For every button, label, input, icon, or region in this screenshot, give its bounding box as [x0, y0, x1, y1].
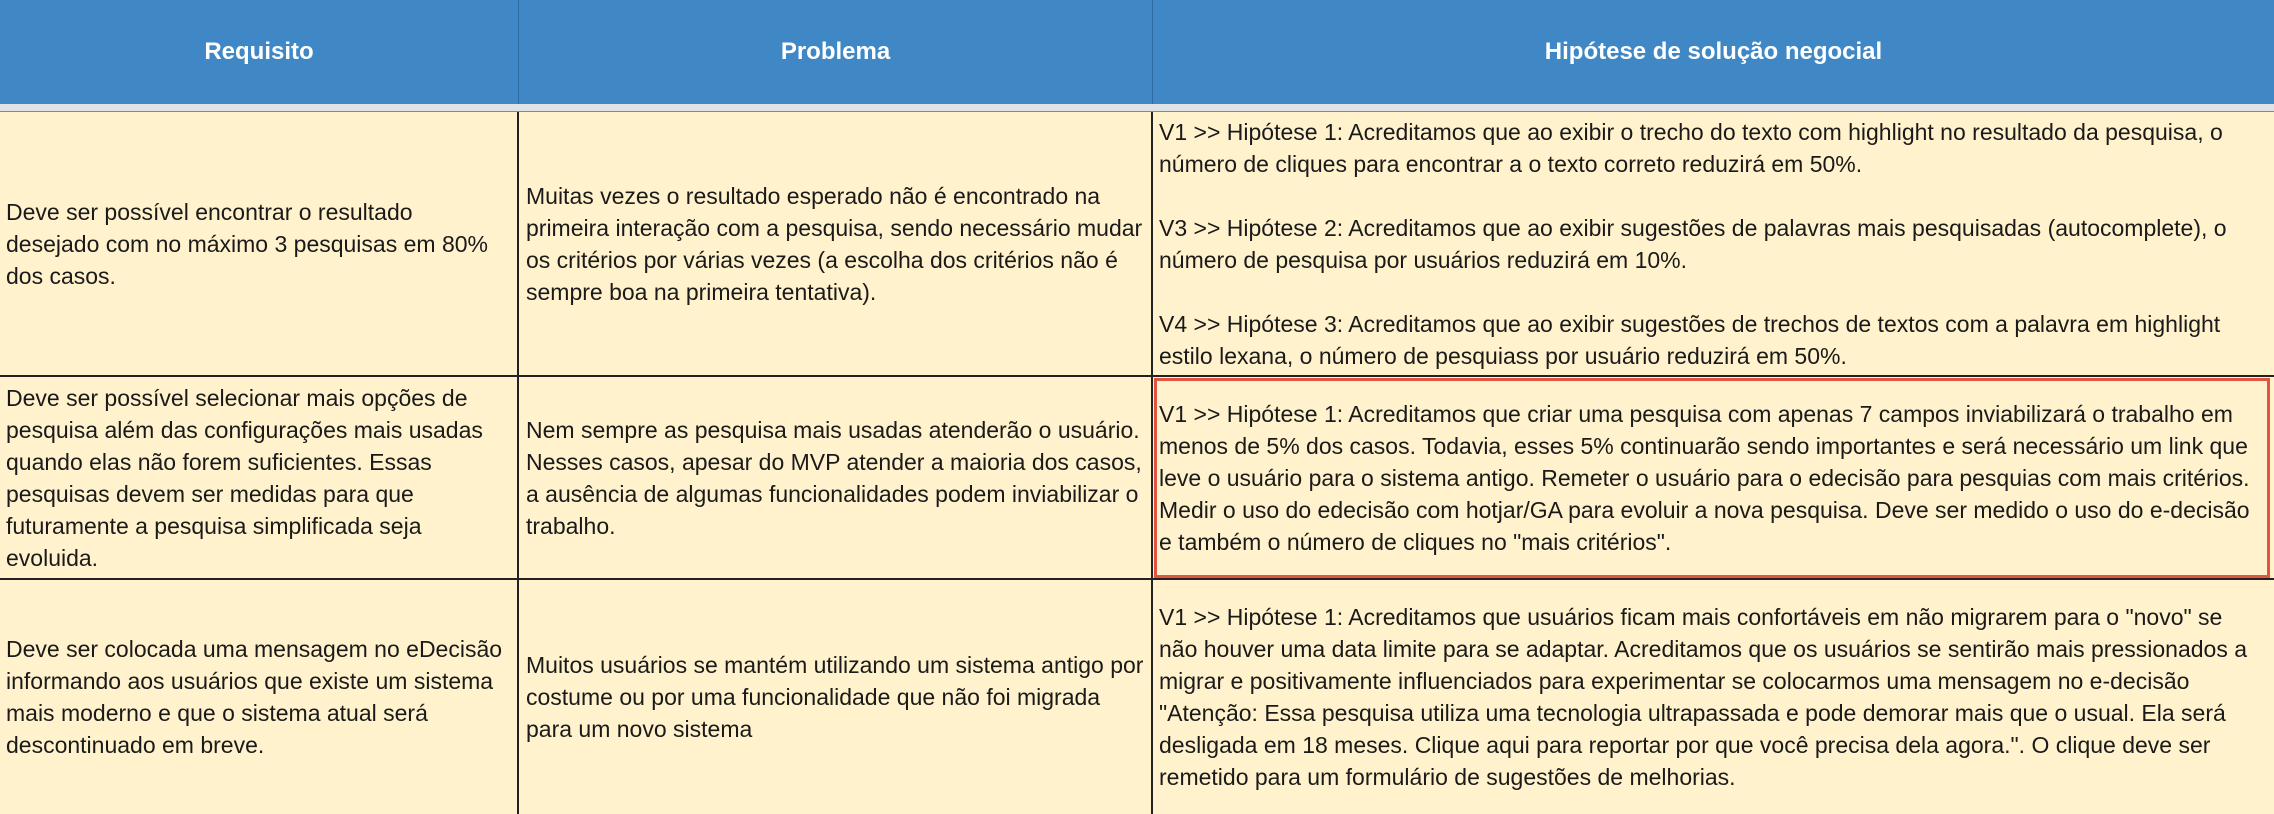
- hypothesis-text: V3 >> Hipótese 2: Acreditamos que ao exibir sugestões de palavras mais pesquisadas (autocomplete), o número de pesquisa por usuários reduzirá em 10%.: [1159, 214, 2227, 273]
- hypothesis-text: V1 >> Hipótese 1: Acreditamos que criar uma pesquisa com apenas 7 campos inviabilizará o trabalho em menos de 5% dos casos. Todavia, esses 5% continuarão sendo importantes e será necessário um link que leve o usuário para o sistema antigo. Remeter o usuário para o edecisão para pesquias com mais critérios. Medir o uso do edecisão com hotjar/GA para evoluir a nova pesquisa. Deve ser medido o uso do e-decisão e também o número de cliques no "mais critérios".: [1159, 400, 2250, 555]
- cell-problema[interactable]: [519, 111, 1153, 376]
- cell-text: Muitas vezes o resultado esperado não é encontrado na primeira interação com a pesquisa, sendo necessário mudar os critérios por várias vezes (a escolha dos critérios não é sempre boa na primeira tentativa).: [526, 182, 1143, 305]
- row-divider: [0, 375, 2274, 377]
- table-row: [0, 579, 2274, 814]
- cell-requisito[interactable]: [0, 111, 519, 376]
- cell-text: Deve ser colocada uma mensagem no eDecisão informando aos usuários que existe um sistema mais moderno e que o sistema atual será descontinuado em breve.: [6, 635, 503, 758]
- cell-problema[interactable]: [519, 579, 1153, 814]
- cell-requisito[interactable]: [0, 579, 519, 814]
- table-row: [0, 111, 2274, 376]
- header-cell-problema[interactable]: Problema: [519, 0, 1153, 104]
- cell-text: Muitos usuários se mantém utilizando um sistema antigo por costume ou por uma funcionalidade que não foi migrada para um novo sistema: [526, 651, 1144, 742]
- header-cell-requisito[interactable]: Requisito: [0, 0, 519, 104]
- row-divider: [0, 578, 2274, 580]
- cell-hipotese[interactable]: [1153, 579, 2274, 814]
- hypothesis-text: V1 >> Hipótese 1: Acreditamos que usuários ficam mais confortáveis em não migrarem para o "novo" se não houver uma data limite para se adaptar. Acreditamos que os usuários se sentirão mais pressionados a migrar e positivamente influenciados para experimentar se colocarmos uma mensagem no e-decisão "Atenção: Essa pesquisa utiliza uma tecnologia ultrapassada e pode demorar mais que o usual. Ela será desligada em 18 meses. Clique aqui para reportar por que você precisa dela agora.". O clique deve ser remetido para um formulário de sugestões de melhorias.: [1159, 603, 2248, 790]
- cell-hipotese[interactable]: [1153, 111, 2274, 376]
- header-divider: [0, 104, 2274, 111]
- cell-requisito[interactable]: [0, 376, 519, 579]
- row-divider: [0, 111, 2274, 112]
- cell-text: Nem sempre as pesquisa mais usadas atenderão o usuário. Nesses casos, apesar do MVP atender a maioria dos casos, a ausência de algumas funcionalidades podem inviabilizar o trabalho.: [526, 416, 1142, 539]
- cell-problema[interactable]: [519, 376, 1153, 579]
- cell-text: Deve ser possível selecionar mais opções de pesquisa além das configurações mais usadas quando elas não forem suficientes. Essas pesquisas devem ser medidas para que futuramente a pesquisa simplificada seja evoluida.: [6, 384, 483, 571]
- cell-hipotese-selected[interactable]: [1153, 376, 2274, 579]
- table-header: [0, 0, 2274, 104]
- hypothesis-text: V1 >> Hipótese 1: Acreditamos que ao exibir o trecho do texto com highlight no resultado da pesquisa, o número de cliques para encontrar a o texto correto reduzirá em 50%.: [1159, 118, 2223, 177]
- hypothesis-text: V4 >> Hipótese 3: Acreditamos que ao exibir sugestões de trechos de textos com a palavra em highlight estilo lexana, o número de pesquiass por usuário reduzirá em 50%.: [1159, 310, 2221, 369]
- cell-text: Deve ser possível encontrar o resultado desejado com no máximo 3 pesquisas em 80% dos casos.: [6, 198, 488, 289]
- table-row: [0, 376, 2274, 579]
- header-cell-hipotese[interactable]: Hipótese de solução negocial: [1544, 38, 1883, 65]
